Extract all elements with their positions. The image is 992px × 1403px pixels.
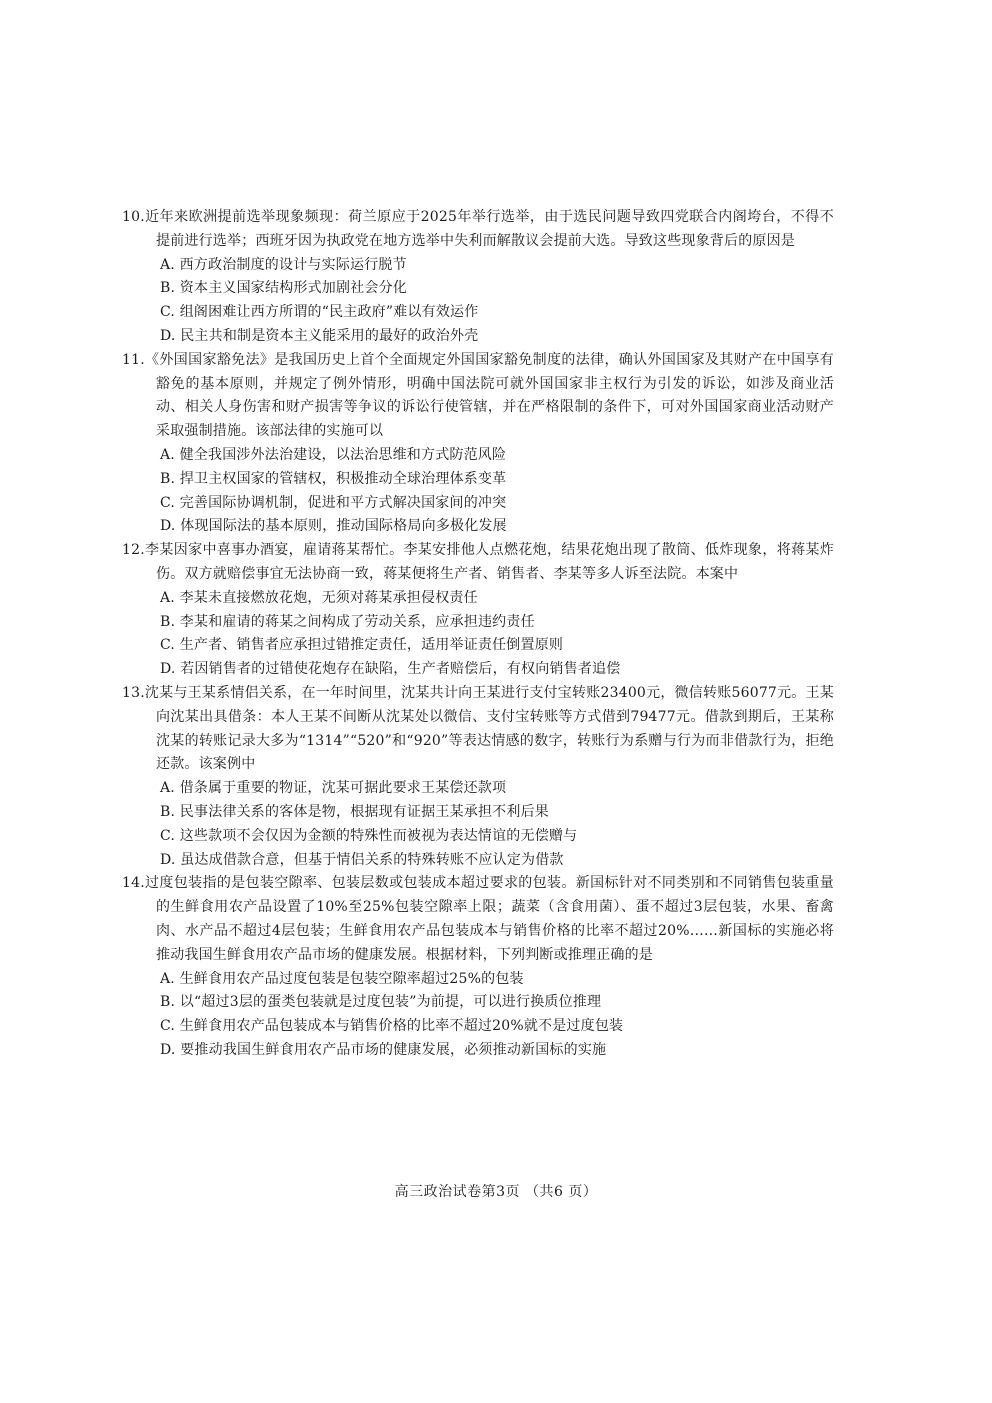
question-number: 10. (122, 209, 145, 225)
question-stem (104, 872, 834, 967)
page-footer: 高三政治试卷第3页 （共6 页） (394, 1184, 598, 1200)
question-number: 13. (122, 684, 145, 701)
option-d: D. 要推动我国生鲜食用农产品市场的健康发展，必须推动新国标的实施 (160, 1041, 607, 1058)
question-stem (104, 682, 834, 777)
question-number: 11. (122, 351, 145, 368)
question-stem (104, 349, 834, 444)
option-d: D. 虽达成借款合意，但基于情侣关系的特殊转账不应认定为借款 (160, 851, 564, 868)
option-a: A. 借条属于重要的物证，沈某可据此要求王某偿还款项 (160, 780, 507, 797)
option-b: B. 李某和雇请的蒋某之间构成了劳动关系，应承担违约责任 (160, 613, 535, 630)
option-d: D. 体现国际法的基本原则，推动国际格局向多极化发展 (160, 518, 507, 535)
option-a: A. 健全我国涉外法治建设，以法治思维和方式防范风险 (160, 446, 507, 463)
option-c: C. 完善国际协调机制，促进和平方式解决国家间的冲突 (160, 494, 507, 511)
option-b: B. 捍卫主权国家的管辖权，积极推动全球治理体系变革 (160, 470, 507, 487)
option-b: B. 民事法律关系的客体是物，根据现有证据王某承担不利后果 (160, 803, 549, 820)
option-b: B. 以“超过3层的蛋类包装就是过度包装”为前提，可以进行换质位推理 (160, 994, 602, 1011)
question-text: 近年来欧洲提前选举现象频现：荷兰原应于2025年举行选举，由于选民问题导致四党联合内阁垮台，不得不提前进行选举；西班牙因为执政党在地方选举中失利而解散议会提前大选。导致这些现象背后的原因是 (144, 209, 834, 249)
question-11 (104, 349, 834, 539)
question-stem (104, 539, 834, 587)
option-c: C. 生鲜食用农产品包装成本与销售价格的比率不超过20%就不是过度包装 (160, 1018, 624, 1035)
question-number: 14. (122, 875, 145, 892)
option-d: D. 民主共和制是资本主义能采用的最好的政治外壳 (160, 327, 479, 344)
question-12 (104, 539, 834, 682)
option-d: D. 若因销售者的过错使花炮存在缺陷，生产者赔偿后，有权向销售者追偿 (160, 661, 621, 678)
question-number: 12. (122, 542, 145, 559)
option-a: A. 西方政治制度的设计与实际运行脱节 (160, 256, 407, 273)
option-c: C. 组阁困难让西方所谓的“民主政府”难以有效运作 (160, 304, 479, 321)
question-text: 沈某与王某系情侣关系，在一年时间里，沈某共计向王某进行支付宝转账23400元，微信转账56077元。王某向沈某出具借条：本人王某不间断从沈某处以微信、支付宝转账等方式借到79477元。借款到期后，王某称沈某的转账记录大多为“1314”“520”和“920”等表达情感的数字，转账行为系赠与行为而非借款行为，拒绝还款。该案例中 (144, 684, 834, 773)
option-b: B. 资本主义国家结构形式加剧社会分化 (160, 280, 407, 297)
question-list (104, 206, 834, 1063)
question-text: 《外国国家豁免法》是我国历史上首个全面规定外国国家豁免制度的法律，确认外国国家及其财产在中国享有豁免的基本原则，并规定了例外情形，明确中国法院可就外国国家非主权行为引发的诉讼，如涉及商业活动、相关人身伤害和财产损害等争议的诉讼行使管辖，并在严格限制的条件下，可对外国国家商业活动财产采取强制措施。该部法律的实施可以 (144, 351, 834, 440)
option-a: A. 生鲜食用农产品过度包装是包装空隙率超过25%的包装 (160, 970, 524, 987)
question-stem (104, 206, 834, 254)
question-text: 李某因家中喜事办酒宴，雇请蒋某帮忙。李某安排他人点燃花炮，结果花炮出现了散筒、低炸现象，将蒋某炸伤。双方就赔偿事宜无法协商一致，蒋某便将生产者、销售者、李某等多人诉至法院。本案中 (144, 542, 834, 582)
option-a: A. 李某未直接燃放花炮，无须对蒋某承担侵权责任 (160, 589, 478, 606)
question-text: 过度包装指的是包装空隙率、包装层数或包装成本超过要求的包装。新国标针对不同类别和不同销售包装重量的生鲜食用农产品设置了10%至25%包装空隙率上限；蔬菜（含食用菌）、蛋不超过3层包装，水果、畜禽肉、水产品不超过4层包装；生鲜食用农产品包装成本与销售价格的比率不超过20%……新国标的实施必将推动我国生鲜食用农产品市场的健康发展。根据材料，下列判断或推理正确的是 (144, 875, 834, 963)
question-14 (104, 872, 834, 1062)
question-13 (104, 682, 834, 872)
option-c: C. 生产者、销售者应承担过错推定责任，适用举证责任倒置原则 (160, 637, 564, 654)
question-10 (104, 206, 834, 349)
option-c: C. 这些款项不会仅因为金额的特殊性而被视为表达情谊的无偿赠与 (160, 827, 578, 844)
